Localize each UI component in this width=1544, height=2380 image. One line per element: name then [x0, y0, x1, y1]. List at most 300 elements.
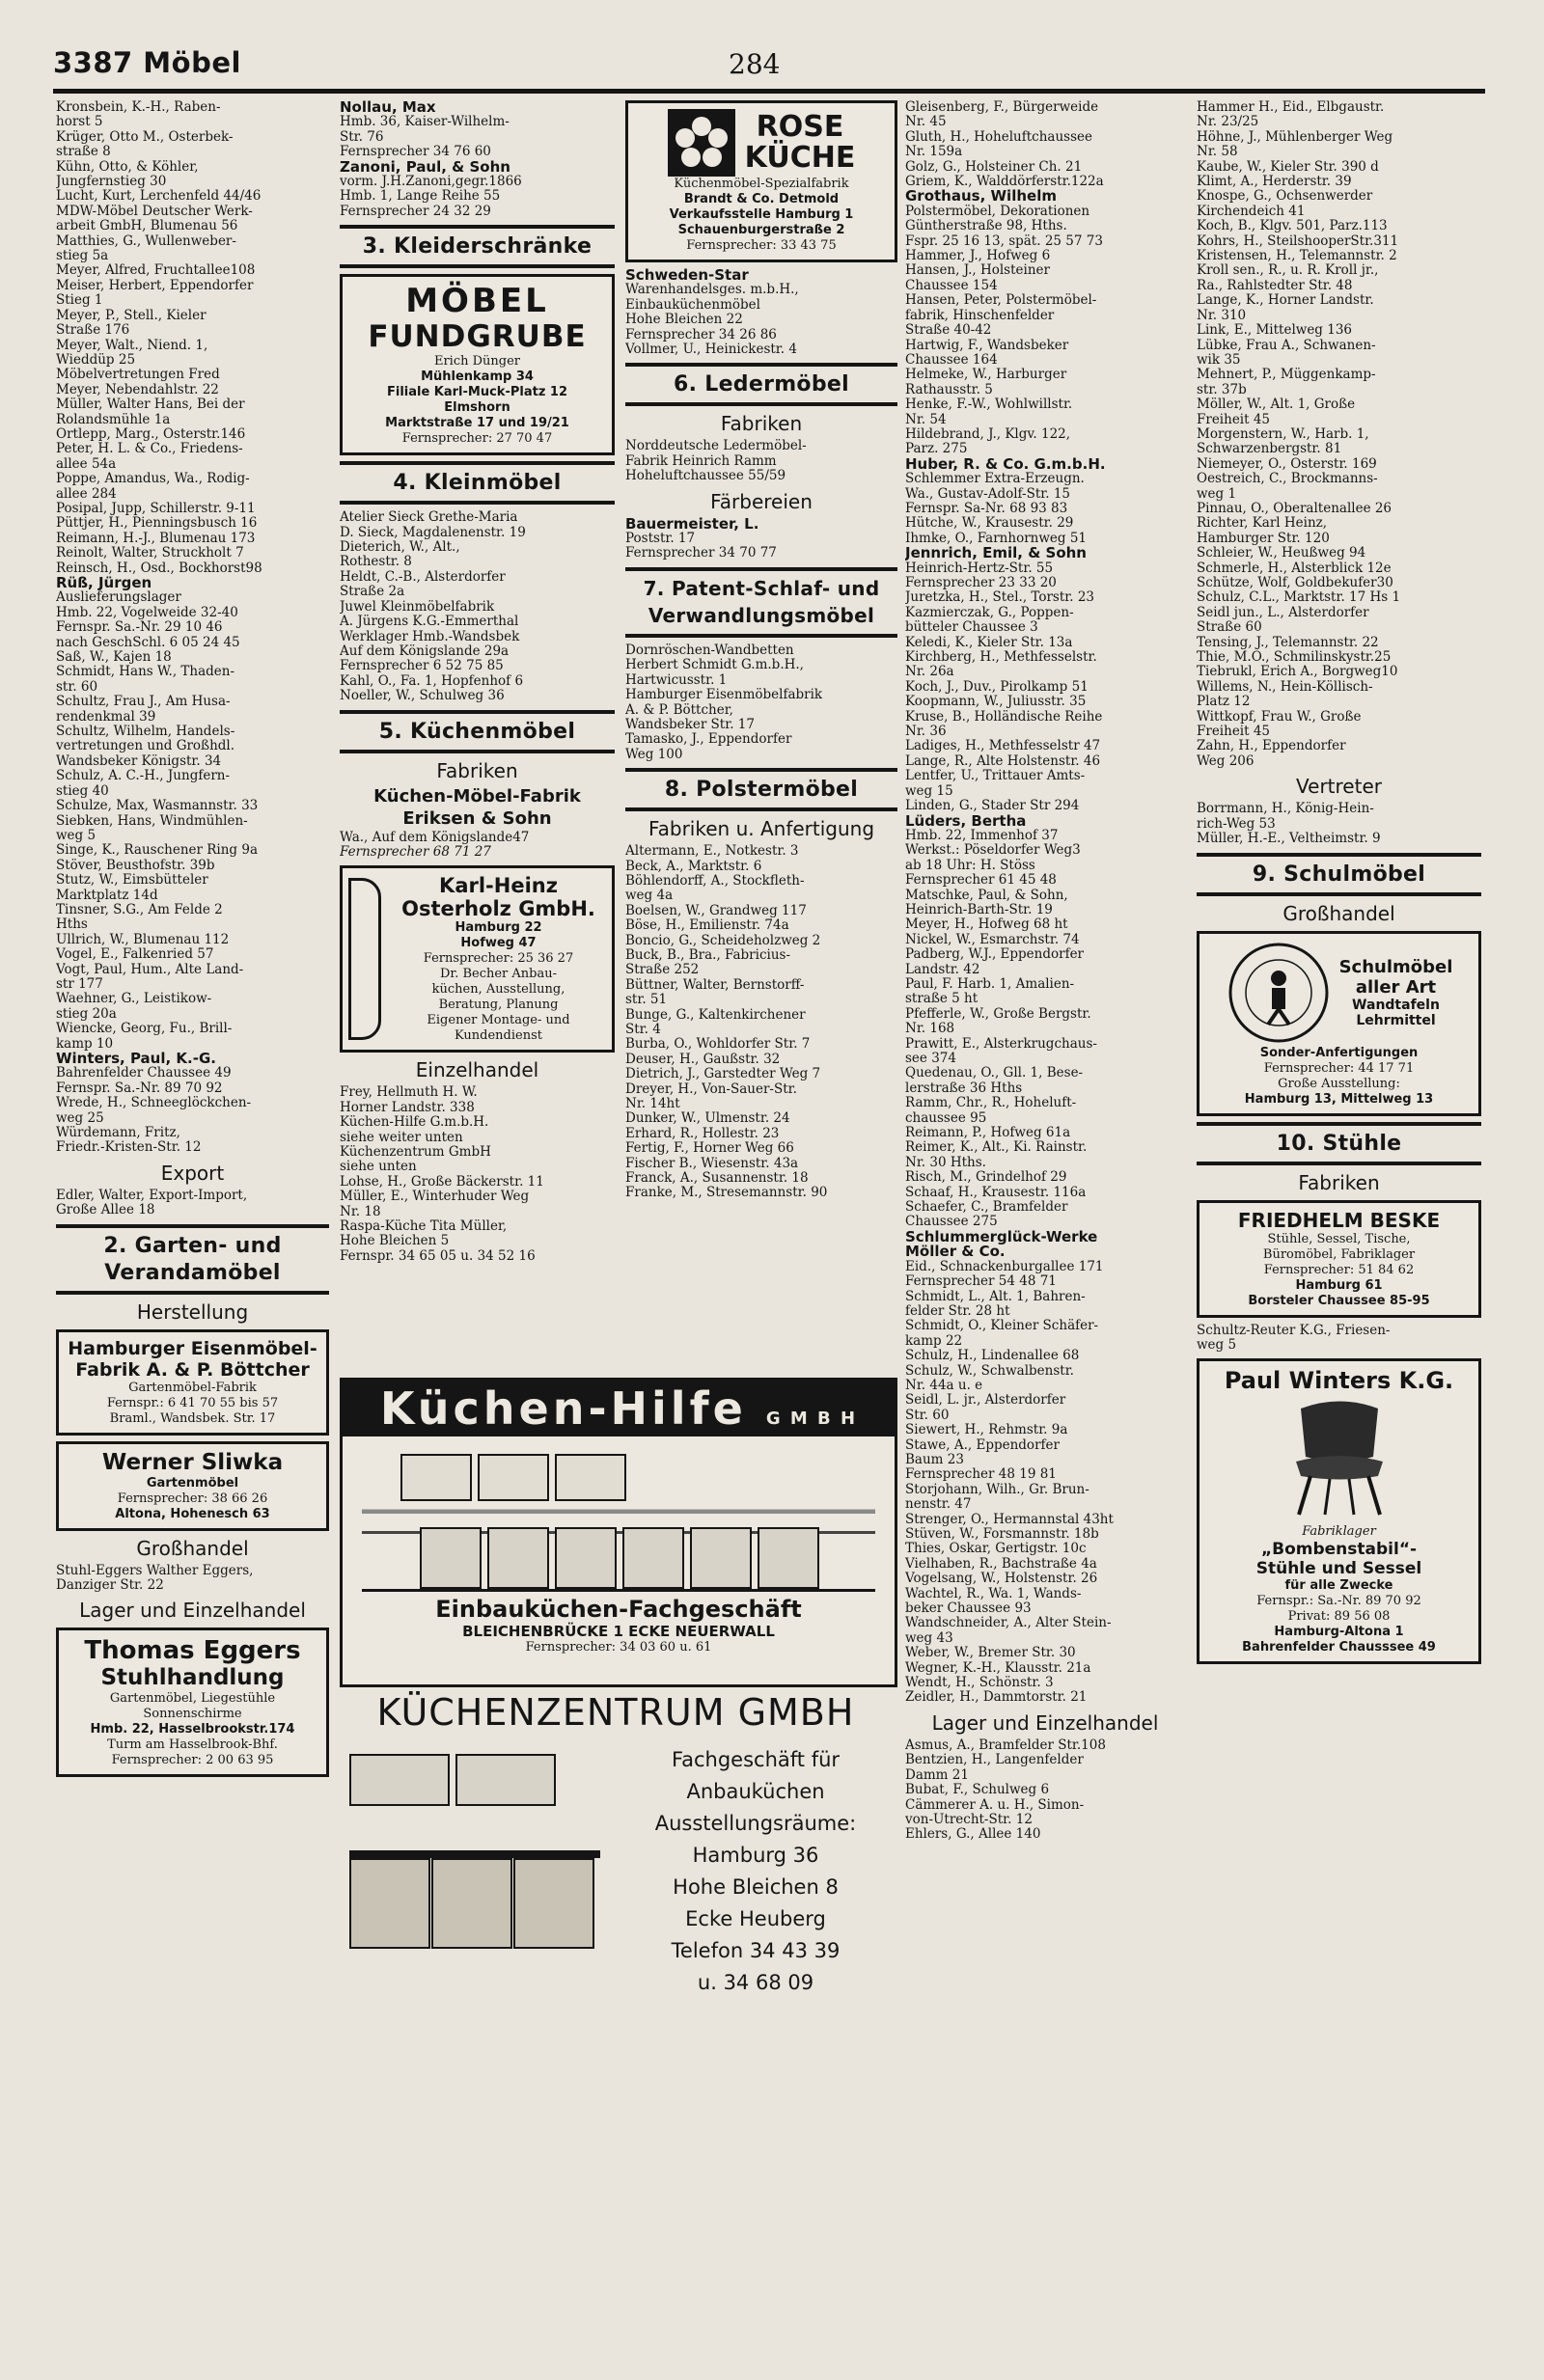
entry-line: Raspa-Küche Tita Müller, [340, 1219, 508, 1234]
entry-line: kamp 22 [905, 1333, 963, 1349]
entry-lines [340, 175, 615, 219]
page-header [53, 46, 1481, 85]
entry-line: siehe unten [340, 1160, 417, 1175]
entry-line: Tinsner, S.G., Am Felde 2 [56, 902, 223, 917]
entry-lines [340, 115, 615, 159]
entry-line: stieg 20a [56, 1006, 117, 1022]
entry-line: straße 8 [56, 145, 111, 160]
entry-list [625, 844, 897, 1201]
kitchen-cabinet-icon [478, 1454, 549, 1501]
entry-line: Auslieferungslager [56, 590, 181, 606]
entry-line: Poppe, Amandus, Wa., Rodig- [56, 472, 250, 487]
entry-list [625, 439, 897, 483]
entry-line: A. Jürgens K.G.-Emmerthal [340, 615, 519, 630]
entry-line: Kronsbein, K.-H., Raben- [56, 100, 221, 115]
subsection-heading: Lager und Einzelhandel [931, 1710, 1159, 1735]
section-heading: 10. Stühle [1276, 1131, 1402, 1156]
entry-name: Zanoni, Paul, & Sohn [340, 159, 510, 176]
entry-line: D. Sieck, Magdalenenstr. 19 [340, 525, 526, 540]
ad-line: Kundendienst [455, 1028, 542, 1044]
entry-line: Baum 23 [905, 1452, 964, 1467]
entry-line: MDW-Möbel Deutscher Werk- [56, 204, 253, 219]
entry-lines [625, 283, 897, 357]
ad-name: Thomas Eggers [84, 1636, 301, 1666]
ad-name: KÜCHE [744, 141, 856, 175]
kitchen-cabinet-icon [487, 1527, 549, 1589]
entry-line: weg 4a [625, 889, 674, 904]
ad-name: Paul Winters K.G. [1224, 1367, 1454, 1395]
kitchen-illustration [340, 1744, 620, 2034]
entry-line: Nr. 18 [340, 1204, 381, 1219]
entry-line: Werklager Hmb.-Wandsbek [340, 629, 520, 644]
entry-line: Poststr. 17 [625, 532, 696, 547]
ad-name: FUNDGRUBE [368, 319, 587, 355]
entry-line: Siewert, H., Rehmstr. 9a [905, 1423, 1068, 1438]
section-rule [625, 807, 897, 811]
entry-line: str 177 [56, 976, 103, 992]
subsection-heading: Fabriken u. Anfertigung [648, 817, 875, 841]
entry-line: Schultz-Reuter K.G., Friesen- [1197, 1323, 1391, 1338]
entry-line: Tiebrukl, Erich A., Borgweg10 [1197, 665, 1398, 680]
entry-line: Padberg, W.J., Eppendorfer [905, 947, 1085, 963]
kitchen-cabinet-icon [555, 1454, 626, 1501]
ad-line: Stühle, Sessel, Tische, [1267, 1231, 1411, 1246]
entry-name: Grothaus, Wilhelm [905, 189, 1057, 205]
entry-lines [56, 1066, 329, 1096]
entry-line: Bubat, F., Schulweg 6 [905, 1783, 1050, 1798]
ad-line: Wandtafeln [1352, 997, 1440, 1013]
ad-band [343, 1381, 895, 1436]
ad-schul-knickmann [1197, 931, 1481, 1116]
entry-line: Danziger Str. 22 [56, 1578, 164, 1594]
entry-list [56, 650, 329, 1052]
column-4 [905, 100, 1185, 1843]
entry-line: Cämmerer A. u. H., Simon- [905, 1797, 1085, 1813]
entry-line: Lübke, Frau A., Schwanen- [1197, 338, 1376, 353]
ad-name: Osterholz GmbH. [401, 897, 595, 921]
ad-line: Fernsprecher: 27 70 47 [401, 431, 553, 447]
entry-line: rich-Weg 53 [1197, 816, 1276, 832]
ad-line: Große Ausstellung: [1278, 1076, 1400, 1091]
entry-line: weg 1 [1197, 486, 1237, 502]
entry-line: Meyer, H., Hofweg 68 ht [905, 917, 1068, 933]
entry-line: Kristensen, H., Telemannstr. 2 [1197, 249, 1397, 264]
entry-line: Meiser, Herbert, Eppendorfer [56, 278, 254, 293]
entry-line: Freiheit 45 [1197, 412, 1271, 427]
ad-rose-kueche [625, 100, 897, 262]
entry-line: chaussee 95 [905, 1110, 987, 1126]
ad-kuechenzentrum [340, 1690, 892, 2173]
entry-line: Hansen, Peter, Polstermöbel- [905, 293, 1097, 309]
entry-line: Reimer, K., Alt., Ki. Rainstr. [905, 1140, 1088, 1156]
entry-line: Franke, M., Stresemannstr. 90 [625, 1186, 828, 1201]
entry-lines [56, 1189, 329, 1218]
ad-line: Lehrmittel [1356, 1012, 1436, 1028]
entry-line: Herbert Schmidt G.m.b.H., [625, 658, 804, 673]
kitchen-cabinet-icon [758, 1527, 819, 1589]
section-heading: 7. Patent-Schlaf- und [643, 576, 880, 600]
entry-line: lerstraße 36 Hths [905, 1081, 1023, 1096]
entry-line: Niemeyer, O., Osterstr. 169 [1197, 456, 1377, 472]
entry-list [340, 1085, 615, 1264]
entry-line: Würdemann, Fritz, [56, 1126, 180, 1141]
ad-line: Küchenmöbel-Spezialfabrik [674, 177, 849, 191]
entry-line: Möbelvertretungen Fred [56, 368, 220, 383]
entry-line: Horner Landstr. 338 [340, 1100, 475, 1115]
entry-line: A. & P. Böttcher, [625, 702, 733, 718]
entry-line: Kahl, O., Fa. 1, Hopfenhof 6 [340, 673, 524, 689]
entry-line: Heinrich-Barth-Str. 19 [905, 902, 1053, 917]
subsection-heading: Großhandel [136, 1536, 249, 1560]
entry-line: Reinolt, Walter, Struckholt 7 [56, 546, 244, 561]
entry-line: str. 37b [1197, 382, 1247, 397]
knickmann-logo-icon [1226, 940, 1332, 1046]
entry-line: Ullrich, W., Blumenau 112 [56, 932, 230, 947]
entry-line: Büttner, Walter, Bernstorff- [625, 977, 805, 993]
entry-line: Norddeutsche Ledermöbel- [625, 439, 807, 454]
entry-line: Juwel Kleinmöbelfabrik [340, 599, 495, 615]
ad-line: Hamburg 36 [692, 1844, 819, 1867]
ad-line: Schulmöbel [1338, 956, 1453, 977]
kitchen-cabinet-icon [455, 1754, 556, 1806]
entry-line: Beck, A., Marktstr. 6 [625, 859, 762, 874]
entry-line: straße 5 ht [905, 992, 979, 1007]
ad-eisenmoebel [56, 1329, 329, 1436]
entry-list [905, 889, 1185, 1230]
entry-line: Knospe, G., Ochsenwerder [1197, 189, 1373, 205]
entry-list [905, 100, 1185, 189]
entry-line: Freiheit 45 [1197, 725, 1271, 740]
entry-line: Chaussee 164 [905, 352, 998, 368]
entry-line: Nr. 45 [905, 115, 947, 130]
entry-line: Wiencke, Georg, Fu., Brill- [56, 1022, 233, 1037]
ad-line: Gartenmöbel-Fabrik [128, 1380, 257, 1395]
entry-line: Vogelsang, W., Holstenstr. 26 [905, 1572, 1098, 1587]
entry-lines [905, 205, 1185, 249]
entry-line: Noeller, W., Schulweg 36 [340, 689, 505, 704]
ad-line: Fabriklager [1302, 1523, 1376, 1539]
entry-line: Frey, Hellmuth H. W. [340, 1085, 478, 1101]
entry-line: weg 43 [905, 1630, 953, 1646]
section-rule [1197, 892, 1481, 896]
entry-line: bütteler Chaussee 3 [905, 620, 1038, 636]
entry-line: Lentfer, U., Trittauer Amts- [905, 769, 1086, 784]
entry-line: Parz. 275 [905, 442, 968, 457]
entry-line: Fernsprecher 24 32 29 [340, 204, 491, 219]
ad-line: Büromöbel, Fabriklager [1262, 1246, 1416, 1262]
section-rule [340, 750, 615, 753]
entry-line: Nickel, W., Esmarchstr. 74 [905, 932, 1080, 947]
entry-line: Peter, H. L. & Co., Friedens- [56, 442, 243, 457]
header-rule [53, 89, 1485, 94]
entry-line: Kohrs, H., SteilshooperStr.311 [1197, 233, 1399, 249]
chair-icon [1282, 1394, 1397, 1519]
ad-line: Gartenmöbel, Liegestühle [109, 1691, 276, 1707]
ad-line: Stühle und Sessel [1255, 1558, 1422, 1578]
entry-line: Schmidt, Hans W., Thaden- [56, 665, 235, 680]
entry-line: Eid., Schnackenburgallee 171 [905, 1259, 1104, 1274]
entry-line: nenstr. 47 [905, 1497, 972, 1513]
entry-line: Pinnau, O., Oberaltenallee 26 [1197, 501, 1392, 516]
ad-line: Dr. Becher Anbau- [439, 967, 557, 982]
entry-line: Matschke, Paul, & Sohn, [905, 888, 1068, 903]
entry-line: Dunker, W., Ulmenstr. 24 [625, 1111, 790, 1127]
entry-line: str. 60 [56, 679, 98, 695]
entry-line: Lange, R., Alte Holstenstr. 46 [905, 753, 1101, 769]
entry-line: str. 51 [625, 993, 668, 1008]
ad-line: Fernsprecher: 33 43 75 [686, 238, 837, 253]
entry-line: see 374 [905, 1052, 956, 1066]
entry-line: Schmidt, L., Alt. 1, Bahren- [905, 1289, 1086, 1304]
entry-name: Rüß, Jürgen [56, 576, 152, 591]
entry-line: Chaussee 154 [905, 278, 998, 293]
entry-line: Storjohann, Wilh., Gr. Brun- [905, 1482, 1089, 1497]
entry-line: Matthies, G., Wullenweber- [56, 233, 236, 249]
entry-line: Weg 100 [625, 747, 683, 762]
ad-name: Karl-Heinz [439, 874, 558, 898]
ad-line: Filiale Karl-Muck-Platz 12 [386, 385, 568, 400]
entry-line: Schlemmer Extra-Erzeugn. [905, 472, 1085, 487]
entry-line: Böhlendorff, A., Stockfleth- [625, 873, 805, 889]
entry-line: Koch, J., Duv., Pirolkamp 51 [905, 679, 1089, 695]
subsection-heading: Fabriken [436, 758, 518, 782]
entry-line: Wrede, H., Schneeglöckchen- [56, 1096, 252, 1111]
entry-line: fabrik, Hinschenfelder [905, 308, 1055, 323]
entry-line: Straße 176 [56, 323, 130, 339]
ad-line: Telefon 34 43 39 [671, 1939, 841, 1962]
entry-line: Polstermöbel, Dekorationen [905, 204, 1090, 219]
ad-osterholz [340, 865, 615, 1053]
entry-line: Stawe, A., Eppendorfer [905, 1437, 1060, 1453]
entry-line: Friedr.-Kristen-Str. 12 [56, 1140, 202, 1156]
entry-line: Schulz, H., Lindenallee 68 [905, 1349, 1080, 1364]
ad-sliwka [56, 1441, 329, 1531]
ad-thomas-eggers [56, 1628, 329, 1777]
entry-line: Große Allee 18 [56, 1203, 155, 1218]
entry-line: Höhne, J., Mühlenberger Weg [1197, 129, 1393, 145]
entry-line: Lucht, Kurt, Lerchenfeld 44/46 [56, 189, 262, 205]
entry-lines [625, 532, 897, 561]
entry-line: Küchenzentrum GmbH [340, 1144, 491, 1160]
entry-line: Rothestr. 8 [340, 555, 412, 570]
entry-line: Auf dem Königslande 29a [340, 643, 510, 659]
column-2 [340, 100, 615, 1264]
entry-line: Nr. 36 [905, 725, 947, 740]
entry-line: Schleier, W., Heußweg 94 [1197, 546, 1366, 561]
entry-line: Golz, G., Holsteiner Ch. 21 [905, 159, 1083, 175]
entry-line: Einbauküchenmöbel [625, 297, 760, 313]
ad-name: KÜCHENZENTRUM GMBH [376, 1691, 855, 1734]
entry-line: Siebken, Hans, Windmühlen- [56, 813, 248, 829]
section-heading: Verandamöbel [104, 1260, 281, 1285]
entry-list [56, 1096, 329, 1156]
ad-line: Hamburg-Altona 1 [1274, 1624, 1404, 1639]
ad-line: aller Art [1355, 976, 1437, 998]
entry-line: allee 284 [56, 486, 117, 502]
ad-line: Fernspr.: Sa.-Nr. 89 70 92 [1256, 1593, 1421, 1608]
entry-line: Hmb. 1, Lange Reihe 55 [340, 189, 501, 205]
ad-line: Fernsprecher: 2 00 63 95 [111, 1753, 274, 1768]
entry-line: felder Str. 28 ht [905, 1303, 1010, 1319]
ad-line: Altona, Hohenesch 63 [115, 1506, 270, 1521]
entry-line: Fernsprecher 34 70 77 [625, 546, 777, 561]
entry-line: Nr. 26a [905, 665, 954, 680]
entry-line: ab 18 Uhr: H. Stöss [905, 858, 1035, 873]
entry-line: Meyer, Walt., Niend. 1, [56, 338, 208, 353]
kitchen-cabinet-icon [400, 1454, 472, 1501]
ad-name: ROSE [756, 110, 844, 144]
entry-list [905, 1738, 1185, 1843]
entry-line: Chaussee 275 [905, 1215, 998, 1230]
entry-line: Franck, A., Susannenstr. 18 [625, 1171, 809, 1187]
entry-line: Reimann, H.-J., Blumenau 173 [56, 531, 256, 546]
entry-line: Fernsprecher 6 52 75 85 [340, 659, 504, 674]
ad-line: „Bombenstabil“- [1260, 1539, 1418, 1559]
ad-line: Fachgeschäft für [671, 1748, 841, 1771]
entry-line: Koopmann, W., Juliusstr. 35 [905, 695, 1087, 710]
entry-list [905, 516, 1185, 546]
ad-line: Ausstellungsräume: [654, 1812, 857, 1835]
entry-line: Borrmann, H., König-Hein- [1197, 802, 1374, 817]
entry-line: Platz 12 [1197, 695, 1251, 710]
entry-line: stieg 5a [56, 249, 109, 264]
entry-line: Fernspr. Sa.-Nr. 89 70 92 [56, 1081, 223, 1096]
entry-name: Winters, Paul, K.-G. [56, 1052, 216, 1067]
section-rule [56, 1291, 329, 1295]
entry-name: Huber, R. & Co. G.m.b.H. [905, 456, 1106, 473]
ad-line: Hofweg 47 [460, 936, 537, 951]
ad-line: Hamburg 13, Mittelweg 13 [1244, 1091, 1434, 1107]
entry-line: vorm. J.H.Zanoni,gegr.1866 [340, 175, 522, 190]
entry-line: Warenhandelsges. m.b.H., [625, 283, 799, 298]
ad-line: Beratung, Planung [438, 998, 559, 1013]
subsection-heading: Vertreter [1296, 775, 1382, 799]
entry-line: Hths [56, 917, 88, 933]
entry-line: stieg 40 [56, 783, 109, 799]
entry-line: Schulz, W., Schwalbenstr. [905, 1363, 1074, 1379]
entry-line: Hammer, J., Hofweg 6 [905, 249, 1051, 264]
entry-line: Schultz, Wilhelm, Handels- [56, 725, 235, 740]
entry-line: Kroll sen., R., u. R. Kroll jr., [1197, 263, 1379, 279]
entry-line: Quedenau, O., Gll. 1, Bese- [905, 1066, 1084, 1081]
entry-line: Reimann, P., Hofweg 61a [905, 1126, 1071, 1141]
section-heading: 4. Kleinmöbel [393, 471, 562, 496]
entry-line: Gluth, H., Hoheluftchaussee [905, 129, 1092, 145]
entry-line: Kühn, Otto, & Köhler, [56, 159, 199, 175]
entry-line: Fernsprecher 61 45 48 [905, 873, 1057, 889]
ad-line: Borsteler Chaussee 85-95 [1248, 1293, 1430, 1308]
entry-line: Wandsbeker Königstr. 34 [56, 753, 222, 769]
section-heading: 5. Küchenmöbel [378, 719, 576, 744]
ad-line: Hohe Bleichen 8 [673, 1875, 839, 1899]
entry-line: Fernspr. 34 65 05 u. 34 52 16 [340, 1248, 536, 1264]
entry-line: Kruse, B., Holländische Reihe [905, 709, 1103, 725]
ad-line: Fernspr.: 6 41 70 55 bis 57 [106, 1395, 279, 1410]
entry-line: Thie, M.O., Schmilinskystr.25 [1197, 650, 1392, 666]
entry-line: weg 5 [1197, 1337, 1237, 1353]
ad-line: Bahrenfelder Chausssee 49 [1242, 1639, 1436, 1655]
entry-lines [905, 1260, 1185, 1290]
section-rule [340, 264, 615, 268]
entry-line: Bunge, G., Kaltenkirchener [625, 1007, 806, 1023]
entry-line: Singe, K., Rauschener Ring 9a [56, 843, 258, 859]
entry-name: Eriksen & Sohn [402, 807, 552, 829]
entry-line: Dornröschen-Wandbetten [625, 643, 794, 658]
ad-paul-winters [1197, 1358, 1481, 1663]
entry-line: Hmb. 36, Kaiser-Wilhelm- [340, 115, 510, 130]
subsection-heading: Fabriken [720, 412, 803, 436]
entry-line: Saß, W., Kajen 18 [56, 650, 172, 666]
subsection-heading: Großhandel [1282, 901, 1395, 925]
section-rule [340, 225, 615, 229]
entry-name: Schlummerglück-Werke [905, 1229, 1098, 1245]
entry-line: Willems, N., Hein-Köllisch- [1197, 679, 1373, 695]
entry-line: Kazmierczak, G., Poppen- [905, 605, 1074, 620]
column-5 [1197, 100, 1481, 1670]
entry-line: Straße 60 [1197, 620, 1262, 636]
section-rule [340, 461, 615, 465]
entry-line: beker Chaussee 93 [905, 1601, 1032, 1617]
entry-line: Str. 76 [340, 129, 384, 145]
entry-line: Hmb. 22, Immenhof 37 [905, 828, 1059, 843]
entry-line: Vollmer, U., Heinickestr. 4 [625, 342, 797, 358]
entry-line: Linden, G., Stader Str 294 [905, 799, 1080, 814]
entry-line: Link, E., Mittelweg 136 [1197, 323, 1353, 339]
entry-name: Lüders, Bertha [905, 813, 1027, 829]
kitchen-cabinet-icon [513, 1858, 594, 1949]
entry-line: Lange, K., Horner Landstr. [1197, 293, 1374, 309]
entry-line: Erhard, R., Hollestr. 23 [625, 1126, 780, 1141]
entry-line: Schwarzenbergstr. 81 [1197, 442, 1342, 457]
ad-name: Werner Sliwka [101, 1449, 284, 1475]
entry-line: Wandschneider, A., Alter Stein- [905, 1616, 1112, 1631]
entry-list [905, 249, 1185, 457]
entry-line: Zahn, H., Eppendorfer [1197, 739, 1346, 754]
ad-gmbh: G M B H [765, 1409, 858, 1429]
entry-line: Seidl, L. jr., Alsterdorfer [905, 1393, 1066, 1409]
entry-line: Meyer, Alfred, Fruchtallee108 [56, 263, 256, 279]
entry-line: weg 5 [56, 828, 96, 843]
entry-lines [905, 472, 1185, 516]
entry-line: Schulze, Max, Wasmannstr. 33 [56, 799, 259, 814]
entry-lines [905, 561, 1185, 591]
ad-line: Hamburg 22 [455, 920, 542, 936]
entry-line: Klimt, A., Herderstr. 39 [1197, 175, 1352, 190]
entry-line: Hamburger Eisenmöbelfabrik [625, 688, 823, 703]
ad-line: BLEICHENBRÜCKE 1 ECKE NEUERWALL [462, 1623, 775, 1640]
entry-line: Schultz, Frau J., Am Husa- [56, 695, 231, 710]
entry-line: Vielhaben, R., Bachstraße 4a [905, 1556, 1097, 1572]
ad-line: Privat: 89 56 08 [1287, 1608, 1391, 1624]
entry-line: Fspr. 25 16 13, spät. 25 57 73 [905, 233, 1103, 249]
entry-line: Bahrenfelder Chaussee 49 [56, 1066, 232, 1081]
entry-line: Altermann, E., Notkestr. 3 [625, 844, 799, 860]
ad-line: Mühlenkamp 34 [421, 369, 534, 385]
ad-line: Sonnenschirme [143, 1707, 242, 1722]
entry-line: Schulz, A. C.-H., Jungfern- [56, 769, 231, 784]
entry-line: Keledi, K., Kieler Str. 13a [905, 635, 1073, 650]
entry-line: Hohe Bleichen 22 [625, 313, 743, 328]
entry-name: Bauermeister, L. [625, 516, 759, 533]
ad-line: Verkaufsstelle Hamburg 1 [669, 207, 854, 222]
entry-line: Schulz, C.L., Marktstr. 17 Hs 1 [1197, 590, 1401, 606]
ad-line: Fernsprecher: 51 84 62 [1263, 1262, 1415, 1277]
entry-line: Landstr. 42 [905, 962, 980, 977]
kitchen-cabinet-icon [349, 1754, 450, 1806]
entry-line: Müller, E., Winterhuder Weg [340, 1190, 530, 1205]
entry-line: Atelier Sieck Grethe-Maria [340, 510, 518, 526]
entry-lines [1197, 802, 1481, 846]
